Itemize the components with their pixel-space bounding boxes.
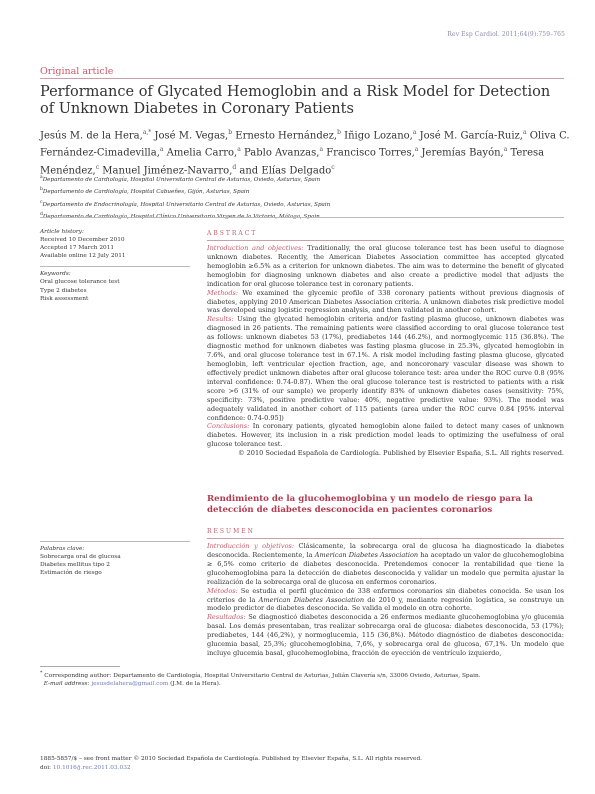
history-line: Available online 12 July 2011 [40, 253, 126, 260]
history-line: Received 10 December 2010 [40, 237, 125, 244]
front-matter [40, 755, 564, 772]
abstract-methods-label: Methods: [207, 288, 239, 297]
author-affiliation-marker[interactable]: b [228, 129, 233, 136]
author-list [40, 126, 570, 178]
abstract-conclusions-label: Conclusions: [207, 422, 250, 431]
affiliation-marker: d [40, 211, 43, 217]
doi-line [40, 764, 564, 773]
affiliation-marker: a [40, 175, 43, 180]
author-name[interactable]: Oliva C. Fernández-Cimadevilla, [40, 130, 570, 159]
affiliation [40, 198, 560, 210]
resumen-body [207, 542, 564, 658]
author-affiliation-marker[interactable]: a,* [142, 129, 152, 136]
resumen-divider [207, 538, 564, 539]
affiliations-divider [40, 217, 564, 218]
resumen-intro-label: Introducción y objetivos: [207, 542, 295, 550]
affiliation [40, 210, 560, 222]
abstract-methods-text: We examined the glycemic profile of 338 coronary patients without previous diagnosis of diabetes, applying 2010 American Diabetes Association criteria. A unknown diabetes risk predictive model was developed using logistic regression analysis, and then validated in another cohort. [207, 288, 564, 315]
resumen-results-label: Resultados: [207, 613, 246, 622]
article-info [40, 228, 190, 303]
resumen-heading: RESUMEN [207, 528, 255, 535]
issn-copyright: 1885-5857/$ – see front matter © 2010 Sociedad Española de Cardiología. Published by Elsevier España, S.L. All rights reserved. [40, 756, 423, 762]
author-name[interactable]: Ernesto Hernández, [235, 130, 338, 142]
abstract-intro-text: Traditionally, the oral glucose tolerance test has been useful to diagnose unknown diabetes. Recently, the American Diabetes Association committee has accepted glycated hemoglobin ≥6.5% as a criterion for unknown diabetes. The aim was to determine the benefit of glycated hemoglobin for diagnosing unknown diabetes and also create a predictive model that adjusts the indication for oral glucose tolerance test in coronary patients. [207, 244, 564, 288]
resumen-intro-text: Clásicamente, la sobrecarga oral de glucosa ha diagnosticado la diabetes desconocida. Recientemente, la [207, 542, 564, 559]
abstract-divider [207, 240, 564, 241]
corresponding-marker: * [40, 671, 43, 676]
abstract-copyright: © 2010 Sociedad Española de Cardiología. Published by Elsevier España, S.L. All rights reserved. [237, 449, 564, 458]
affiliation-text: Departamento de Cardiología, Hospital Universitario Central de Asturias, Oviedo, Asturias, Spain [42, 176, 321, 183]
author-affiliation-marker[interactable]: c [331, 163, 335, 171]
abstract-conclusions-text: In coronary patients, glycated hemoglobin alone failed to detect many cases of unknown diabetes. However, its inclusion in a risk prediction model leads to optimizing the usefulness of oral glucose tolerance test. [207, 422, 564, 449]
palabras-clave [40, 540, 190, 577]
doi-label: doi: [40, 764, 52, 771]
author-affiliation-marker[interactable]: a [503, 146, 508, 154]
author-name[interactable]: Amelia Carro, [166, 147, 238, 159]
email-suffix: (J.M. de la Hera). [168, 681, 221, 688]
abstract-section [207, 230, 564, 458]
affiliations [40, 173, 560, 222]
palabra-clave: Sobrecarga oral de glucosa [40, 554, 121, 561]
article-history-heading: Article history: [40, 229, 84, 235]
affiliation-marker: b [40, 187, 43, 193]
journal-reference[interactable]: Rev Esp Cardiol. 2011;64(9):759–765 [447, 31, 565, 38]
author-name[interactable]: Jeremías Bayón, [421, 147, 504, 159]
spanish-title: Rendimiento de la glucohemoglobina y un modelo de riesgo para la detección de diabetes desconocida en pacientes coronarios [207, 494, 533, 515]
author-affiliation-marker[interactable]: b [337, 129, 341, 136]
section-label: Original article [40, 66, 114, 77]
author-affiliation-marker[interactable]: a [319, 146, 324, 154]
resumen-section [207, 528, 564, 658]
email-label: E-mail address: [43, 681, 90, 688]
abstract-heading: ABSTRACT [207, 230, 258, 237]
info-divider [40, 266, 190, 267]
author-name[interactable]: and Elías Delgado [239, 164, 332, 176]
author-name[interactable]: Manuel Jiménez-Navarro, [102, 164, 233, 176]
article-title: Performance of Glycated Hemoglobin and a Risk Model for Detection of Unknown Diabetes in Coronary Patients [40, 84, 551, 117]
keyword: Type 2 diabetes [40, 287, 87, 294]
corresponding-text: Corresponding author: Departamento de Cardiología, Hospital Universitario Central de Asturias, Julián Clavería s/n, 33006 Oviedo, Asturias, Spain. [42, 672, 481, 679]
affiliation [40, 185, 560, 197]
resumen-intro-text-2: ha aceptado un valor de glucohemoglobina ≥ 6,5% como criterio de diabetes desconocida. Pretendemos conocer la rentabilidad que tiene la glucohemoglobina para la detección de diabetes desconocida y validar un modelo que permita ajustar la realización de la sobrecarga oral de glucosa en enfermos coronarios. [207, 550, 564, 586]
footnote [40, 670, 564, 689]
author-name[interactable]: José M. García-Ruiz, [419, 130, 523, 142]
keywords-heading: Keywords: [40, 271, 71, 278]
abstract-results-text: Using the glycated hemoglobin criteria and/or fasting plasma glucose, unknown diabetes was diagnosed in 26 patients. The remaining patients were classified according to oral glucose tolerance test as follows: unknown diabetes 53 (17%), prediabetes 144 (46.2%), and normoglycemic 115 (36.8%). The diagnostic method for unknown diabetes was fasting plasma glucose in 25.3%, glycated hemoglobin in 7.6%, and oral glucose tolerance test in 67.1%. A risk model including fasting plasma glucose, glycated hemoglobin, left ventricular ejection fraction, age, and noncoronary vascular disease was shown to effectively predict unknown diabetes after oral glucose tolerance test: area under the ROC curve 0.8 (95% interval confidence: 0.74-0.87). When the oral glucose tolerance test is restricted to patients with a risk score >6 (31% of our sample) we properly identify 83% of unknown diabetes cases (sensitivity: 75%, specificity: 73%, positive predictive value: 40%, negative predictive value: 93%). The model was adequately validated in another cohort of 115 patients (area under the ROC curve 0.84 [95% interval confidence: 0.74-0.95]) [207, 315, 564, 422]
resumen-methods-text-2: de 2010 y, mediante regresión logística, se construye un modelo predictor de diabetes desconocida. Se valida el modelo en otra cohorte. [207, 595, 564, 613]
resumen-methods-text: Se estudia el perfil glucémico de 338 enfermos coronarios sin diabetes conocida. Se usan los criterios de la [207, 586, 564, 604]
author-name[interactable]: Jesús M. de la Hera, [40, 130, 143, 142]
abstract-intro-label: Introduction and objectives: [207, 244, 304, 252]
abstract-results-label: Results: [207, 315, 234, 324]
affiliation-text: Departamento de Cardiología, Hospital Cabueñes, Gijón, Asturias, Spain [42, 189, 250, 196]
author-affiliation-marker[interactable]: d [232, 163, 237, 171]
palabras-divider [40, 541, 190, 542]
corresponding-author [40, 670, 564, 680]
footnote-divider [40, 666, 120, 667]
affiliation [40, 173, 560, 185]
author-name[interactable]: Iñigo Lozano, [344, 130, 413, 142]
header-divider [40, 78, 564, 79]
doi-link[interactable]: 10.1016/j.rec.2011.03.032 [52, 764, 131, 771]
author-affiliation-marker[interactable]: a [522, 129, 527, 136]
email-line [40, 680, 564, 689]
palabras-clave-heading: Palabras clave: [40, 546, 85, 552]
palabra-clave: Estimación de riesgo [40, 570, 102, 577]
affiliation-text: Departamento de Endocrinología, Hospital Universitario Central de Asturias, Oviedo, Asturias, Spain [42, 201, 331, 208]
resumen-methods-ada: American Diabetes Association [258, 595, 365, 604]
email-link[interactable]: jesusdelahera@gmail.com [91, 681, 169, 688]
affiliation-marker: c [40, 199, 43, 205]
author-name[interactable]: Francisco Torres, [326, 147, 415, 159]
author-name[interactable]: Pablo Avanzas, [243, 147, 320, 159]
author-affiliation-marker[interactable]: a [237, 146, 241, 154]
resumen-intro-ada: American Diabetes Association [314, 550, 419, 559]
author-affiliation-marker[interactable]: c [95, 163, 100, 171]
keyword: Risk assessment [40, 295, 89, 302]
affiliation-text: Departamento de Cardiología, Hospital Clínico Universitario Virgen de la Victoria, Málaga, Spain [42, 213, 320, 220]
author-affiliation-marker[interactable]: a [412, 129, 417, 136]
keyword: Oral glucose tolerance test [40, 279, 120, 286]
history-line: Accepted 17 March 2011 [40, 245, 115, 252]
abstract-body [207, 244, 564, 458]
author-name[interactable]: José M. Vegas, [154, 130, 229, 142]
author-affiliation-marker[interactable]: a [414, 146, 419, 154]
resumen-results-text: Se diagnosticó diabetes desconocida a 26 enfermos mediante glucohemoglobina y/o glucemia basal. Los demás presentaban, tras realizar sobrecarga oral de glucosa: diabetes desconocida, 53 (17%); prediabetes, 144 (46,2%), y normoglucemia, 115 (36,8%). Método diagnóstico de diabetes desconocida: glucemia basal, 25,3%; glucohemoglobina, 7,6%, y sobrecarga oral de glucosa, 67,1%. Un modelo que incluye glucemia basal, glucohemoglobina, fracción de eyección de ventrículo izquierdo, [207, 613, 564, 658]
resumen-methods-label: Métodos: [207, 586, 238, 595]
author-name[interactable]: Teresa Menéndez, [40, 147, 545, 176]
palabra-clave: Diabetes mellitus tipo 2 [40, 562, 110, 569]
author-affiliation-marker[interactable]: a [159, 146, 164, 154]
